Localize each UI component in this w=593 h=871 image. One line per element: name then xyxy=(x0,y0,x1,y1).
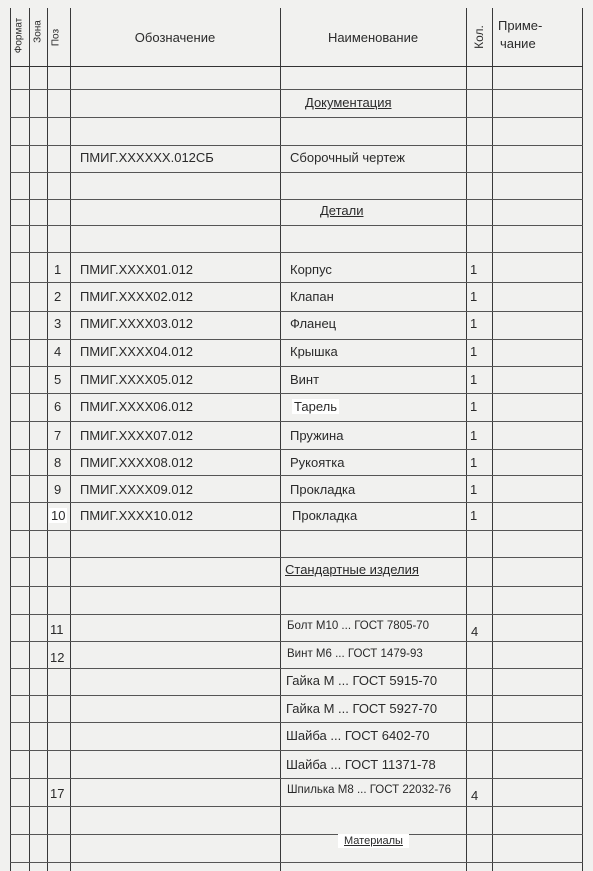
row-line xyxy=(10,502,583,503)
row-line xyxy=(10,862,583,863)
row-line xyxy=(10,89,583,90)
header-divider xyxy=(10,66,583,67)
standard-item-pos: 17 xyxy=(50,786,65,801)
row-line xyxy=(10,282,583,283)
row-line xyxy=(10,668,583,669)
row-line xyxy=(10,475,583,476)
row-line xyxy=(10,641,583,642)
row-line xyxy=(10,252,583,253)
grid-line xyxy=(466,8,467,871)
row-line xyxy=(10,449,583,450)
part-pos: 9 xyxy=(54,482,62,497)
part-designation: ПМИГ.ХХХХ10.012 xyxy=(80,508,194,523)
standard-item-name: Гайка М ... ГОСТ 5915-70 xyxy=(286,673,438,688)
part-name: Клапан xyxy=(290,289,334,304)
row-line xyxy=(10,117,583,118)
part-name: Крышка xyxy=(290,344,338,359)
row-line xyxy=(10,311,583,312)
row-line xyxy=(10,614,583,615)
row-line xyxy=(10,778,583,779)
part-pos: 5 xyxy=(54,372,62,387)
grid-line xyxy=(47,8,48,871)
part-designation: ПМИГ.ХХХХ07.012 xyxy=(80,428,194,443)
row-line xyxy=(10,172,583,173)
grid-line xyxy=(10,8,11,871)
part-designation: ПМИГ.ХХХХ03.012 xyxy=(80,316,194,331)
row-line xyxy=(10,366,583,367)
part-name: Прокладка xyxy=(292,508,358,523)
part-qty: 1 xyxy=(470,344,478,359)
row-line xyxy=(10,750,583,751)
part-qty: 1 xyxy=(470,428,478,443)
row-line xyxy=(10,421,583,422)
part-qty: 1 xyxy=(470,455,478,470)
part-pos: 10 xyxy=(51,508,66,523)
standard-item-name: Шпилька М8 ... ГОСТ 22032-76 xyxy=(287,784,451,796)
part-pos: 4 xyxy=(54,344,62,359)
standard-item-name: Гайка М ... ГОСТ 5927-70 xyxy=(286,701,438,716)
header-qty: Кол. xyxy=(472,25,486,49)
header-zone: Зона xyxy=(32,20,44,43)
assembly-drawing-designation: ПМИГ.XXXXXX.012СБ xyxy=(80,150,214,165)
header-pos: Поз xyxy=(50,28,62,47)
header-format: Формат xyxy=(13,17,25,54)
part-designation: ПМИГ.ХХХХ05.012 xyxy=(80,372,194,387)
section-parts: Детали xyxy=(320,203,364,218)
part-pos: 2 xyxy=(54,289,62,304)
assembly-drawing-name: Сборочный чертеж xyxy=(290,150,405,165)
part-qty: 1 xyxy=(470,482,478,497)
part-name: Тарель xyxy=(294,399,337,414)
part-qty: 1 xyxy=(470,316,478,331)
grid-line xyxy=(582,8,583,871)
standard-item-pos: 11 xyxy=(50,622,64,637)
standard-item-name: Шайба ... ГОСТ 11371-78 xyxy=(286,757,436,772)
row-line xyxy=(10,586,583,587)
part-designation: ПМИГ.ХХХХ08.012 xyxy=(80,455,194,470)
standard-item-name: Винт М6 ... ГОСТ 1479-93 xyxy=(287,648,423,660)
section-materials: Материалы xyxy=(338,834,409,848)
grid-line xyxy=(29,8,30,871)
part-qty: 1 xyxy=(470,372,478,387)
standard-item-qty: 4 xyxy=(471,788,479,803)
part-qty: 1 xyxy=(470,262,478,277)
row-line xyxy=(10,225,583,226)
part-designation: ПМИГ.ХХХХ04.012 xyxy=(80,344,194,359)
part-designation: ПМИГ.ХХХХ01.012 xyxy=(80,262,194,277)
header-designation: Обозначение xyxy=(134,30,216,45)
part-name: Рукоятка xyxy=(290,455,345,470)
row-line xyxy=(10,695,583,696)
grid-line xyxy=(70,8,71,871)
row-line xyxy=(10,145,583,146)
part-designation: ПМИГ.ХХХХ09.012 xyxy=(80,482,194,497)
grid-line xyxy=(280,8,281,871)
row-line xyxy=(10,339,583,340)
standard-item-pos: 12 xyxy=(50,650,65,665)
part-designation: ПМИГ.ХХХХ06.012 xyxy=(80,399,194,414)
section-documentation: Документация xyxy=(305,95,392,110)
row-line xyxy=(10,530,583,531)
row-line xyxy=(10,722,583,723)
row-line xyxy=(10,557,583,558)
part-pos: 8 xyxy=(54,455,62,470)
standard-item-name: Шайба ... ГОСТ 6402-70 xyxy=(286,728,430,743)
row-line xyxy=(10,806,583,807)
part-pos: 7 xyxy=(54,428,62,443)
part-pos: 3 xyxy=(54,316,62,331)
header-name: Наименование xyxy=(327,30,419,45)
standard-item-qty: 4 xyxy=(471,624,479,639)
header-note-line1: Приме- xyxy=(498,18,543,33)
part-qty: 1 xyxy=(470,508,478,523)
part-name: Фланец xyxy=(290,316,337,331)
part-name: Винт xyxy=(290,372,320,387)
row-line xyxy=(10,834,583,835)
part-qty: 1 xyxy=(470,399,478,414)
part-name: Прокладка xyxy=(290,482,356,497)
row-line xyxy=(10,199,583,200)
part-name: Корпус xyxy=(290,262,332,277)
part-designation: ПМИГ.ХХХХ02.012 xyxy=(80,289,194,304)
part-name: Пружина xyxy=(290,428,344,443)
standard-item-name: Болт М10 ... ГОСТ 7805-70 xyxy=(287,620,430,632)
row-line xyxy=(10,393,583,394)
part-pos: 1 xyxy=(54,262,62,277)
part-pos: 6 xyxy=(54,399,62,414)
part-qty: 1 xyxy=(470,289,478,304)
header-note-line2: чание xyxy=(500,36,536,51)
section-standard-items: Стандартные изделия xyxy=(285,562,419,577)
grid-line xyxy=(492,8,493,871)
